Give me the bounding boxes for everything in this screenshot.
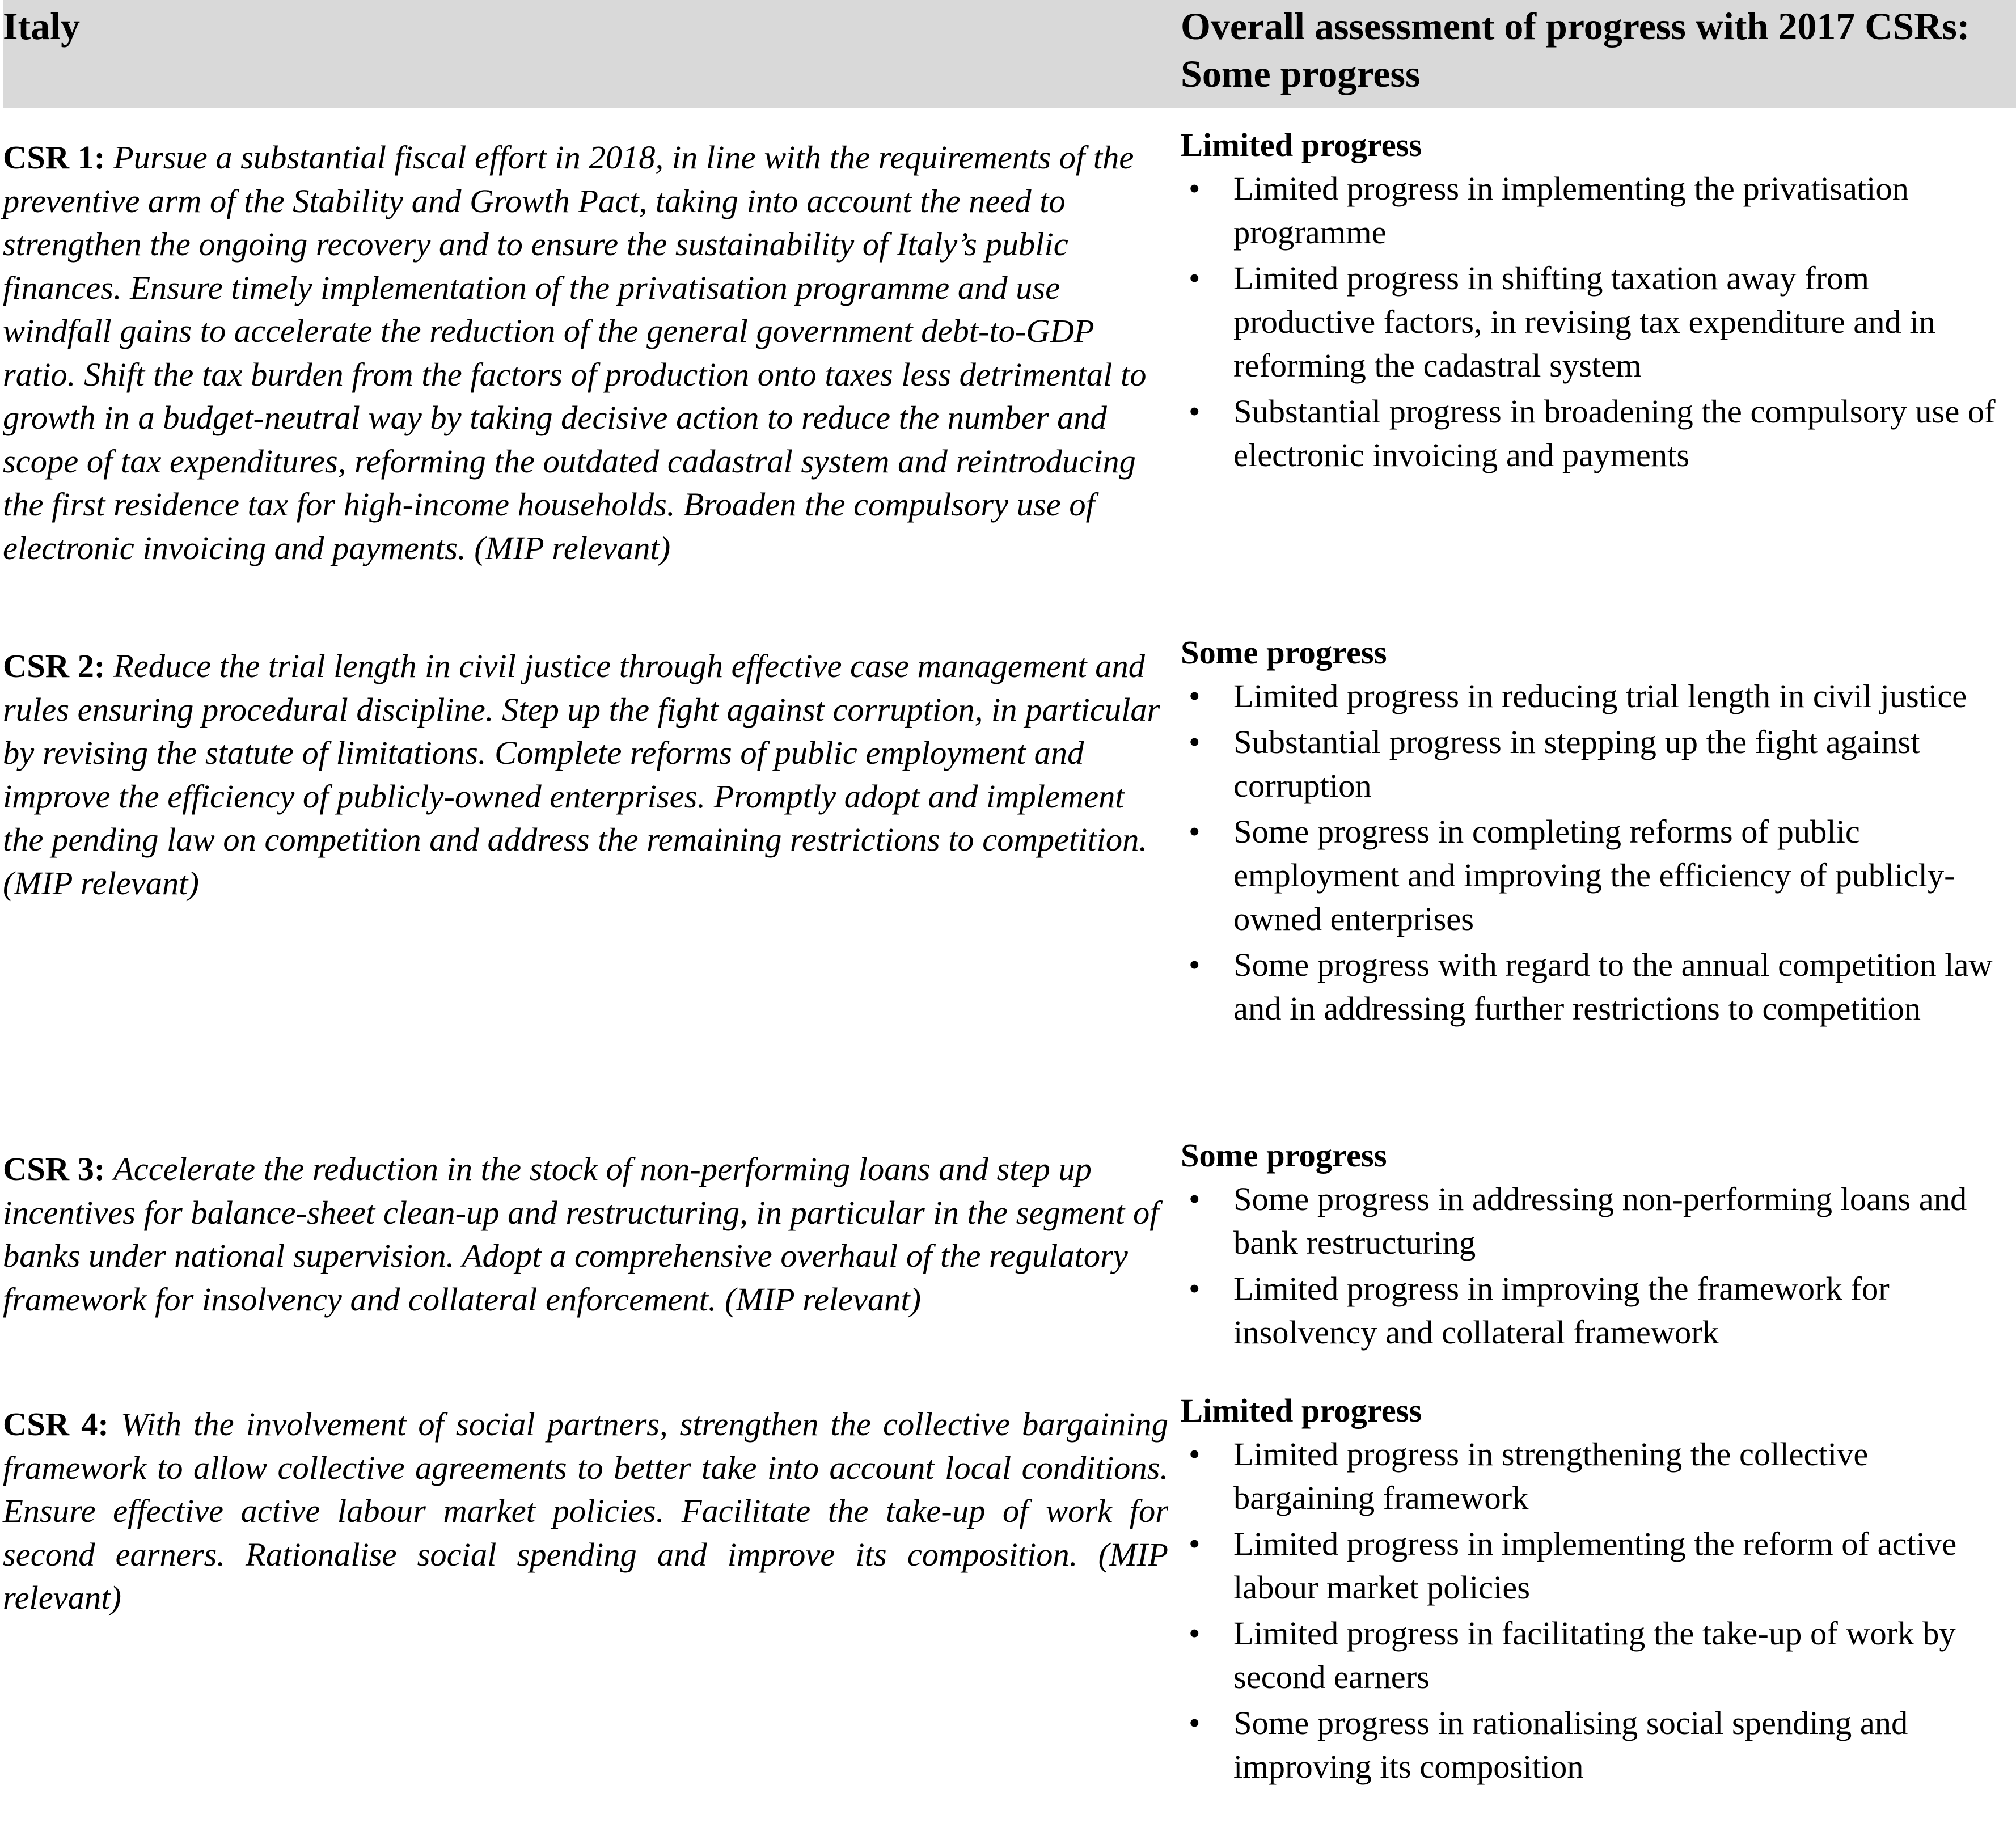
overall-assessment-heading: Overall assessment of progress with 2017 CSRs: Some progress — [1181, 5, 1970, 95]
csr-1-assessment — [1181, 123, 2014, 479]
list-item: • Substantial progress in broadening the compulsory use of electronic invoicing and payments — [1181, 390, 2014, 477]
list-item: • Limited progress in shifting taxation away from productive factors, in revising tax expenditure and in reforming the cadastral system — [1181, 256, 2014, 387]
assessment-list — [1181, 167, 2014, 477]
assessment-list — [1181, 1432, 2014, 1788]
bullet-icon: • — [1189, 1615, 1201, 1652]
csr-label: CSR 4: — [3, 1406, 109, 1443]
csr-label: CSR 2: — [3, 648, 105, 684]
csr-text: Reduce the trial length in civil justice through effective case management and rules ensuring procedural discipline. Step up the fight against corruption, in particular by revising the statute of limitations. Complete reforms of public employment and improve the efficiency of publicly-owned enterprises. Promptly adopt and implement the pending law on competition and address the remaining restrictions to competition. (MIP relevant) — [3, 648, 1160, 902]
csr-label: CSR 1: — [3, 139, 105, 176]
bullet-icon: • — [1189, 170, 1201, 207]
assessment-list — [1181, 674, 2014, 1030]
csr-3-recommendation — [3, 1148, 1168, 1321]
rating-label: Some progress — [1181, 634, 1387, 671]
list-item: • Limited progress in implementing the privatisation programme — [1181, 167, 2014, 254]
bullet-icon: • — [1189, 1705, 1201, 1741]
list-item: • Some progress in completing reforms of public employment and improving the efficiency of publicly-owned enterprises — [1181, 810, 2014, 941]
bullet-icon: • — [1189, 1270, 1201, 1307]
country-heading: Italy — [3, 5, 80, 48]
csr-text: With the involvement of social partners, strengthen the collective bargaining framework to allow collective agreements to better take into account local conditions. Ensure effective active labour market policies. Facilitate the take-up of work for second earners. Rationalise social spending and improve its composition. (MIP relevant) — [3, 1406, 1169, 1616]
bullet-icon: • — [1189, 1181, 1201, 1217]
rating-label: Limited progress — [1181, 126, 1422, 163]
list-item: • Limited progress in strengthening the collective bargaining framework — [1181, 1432, 2014, 1520]
csr-text: Accelerate the reduction in the stock of non-performing loans and step up incentives for balance-sheet clean-up and restructuring, in particular in the segment of banks under national supervision. Adopt a comprehensive overhaul of the regulatory framework for insolvency and collateral enforcement. (MIP relevant) — [3, 1151, 1159, 1318]
list-item: • Limited progress in implementing the reform of active labour market policies — [1181, 1522, 2014, 1609]
list-item: • Some progress in rationalising social spending and improving its composition — [1181, 1701, 2014, 1788]
list-item: • Some progress with regard to the annual competition law and in addressing further restrictions to competition — [1181, 943, 2014, 1030]
bullet-icon: • — [1189, 946, 1201, 983]
csr-3-assessment — [1181, 1134, 2014, 1356]
csr-4-recommendation — [3, 1403, 1168, 1620]
bullet-icon: • — [1189, 1436, 1201, 1473]
csr-2-recommendation — [3, 645, 1168, 905]
list-item: • Substantial progress in stepping up the fight against corruption — [1181, 720, 2014, 807]
csr-1-recommendation — [3, 136, 1168, 570]
assessment-list — [1181, 1177, 2014, 1354]
bullet-icon: • — [1189, 813, 1201, 850]
bullet-icon: • — [1189, 1525, 1201, 1562]
rating-label: Some progress — [1181, 1137, 1387, 1174]
csr-2-assessment — [1181, 631, 2014, 1033]
bullet-icon: • — [1189, 678, 1201, 714]
list-item: • Limited progress in improving the framework for insolvency and collateral framework — [1181, 1267, 2014, 1354]
rating-label: Limited progress — [1181, 1392, 1422, 1429]
bullet-icon: • — [1189, 724, 1201, 760]
csr-4-assessment — [1181, 1389, 2014, 1791]
csr-text: Pursue a substantial fiscal effort in 2018, in line with the requirements of the preventive arm of the Stability and Growth Pact, taking into account the need to strengthen the ongoing recovery and to ensure the sustainability of Italy’s public finances. Ensure timely implementation of the privatisation programme and use windfall gains to accelerate the reduction of the general government debt-to-GDP ratio. Shift the tax burden from the factors of production onto taxes less detrimental to growth in a budget-neutral way by taking decisive action to reduce the number and scope of tax expenditures, reforming the outdated cadastral system and reintroducing the first residence tax for high-income households. Broaden the compulsory use of electronic invoicing and payments. (MIP relevant) — [3, 139, 1147, 566]
list-item: • Limited progress in reducing trial length in civil justice — [1181, 674, 2014, 718]
list-item: • Limited progress in facilitating the take-up of work by second earners — [1181, 1612, 2014, 1699]
bullet-icon: • — [1189, 393, 1201, 430]
csr-label: CSR 3: — [3, 1151, 105, 1187]
list-item: • Some progress in addressing non-performing loans and bank restructuring — [1181, 1177, 2014, 1264]
bullet-icon: • — [1189, 260, 1201, 297]
